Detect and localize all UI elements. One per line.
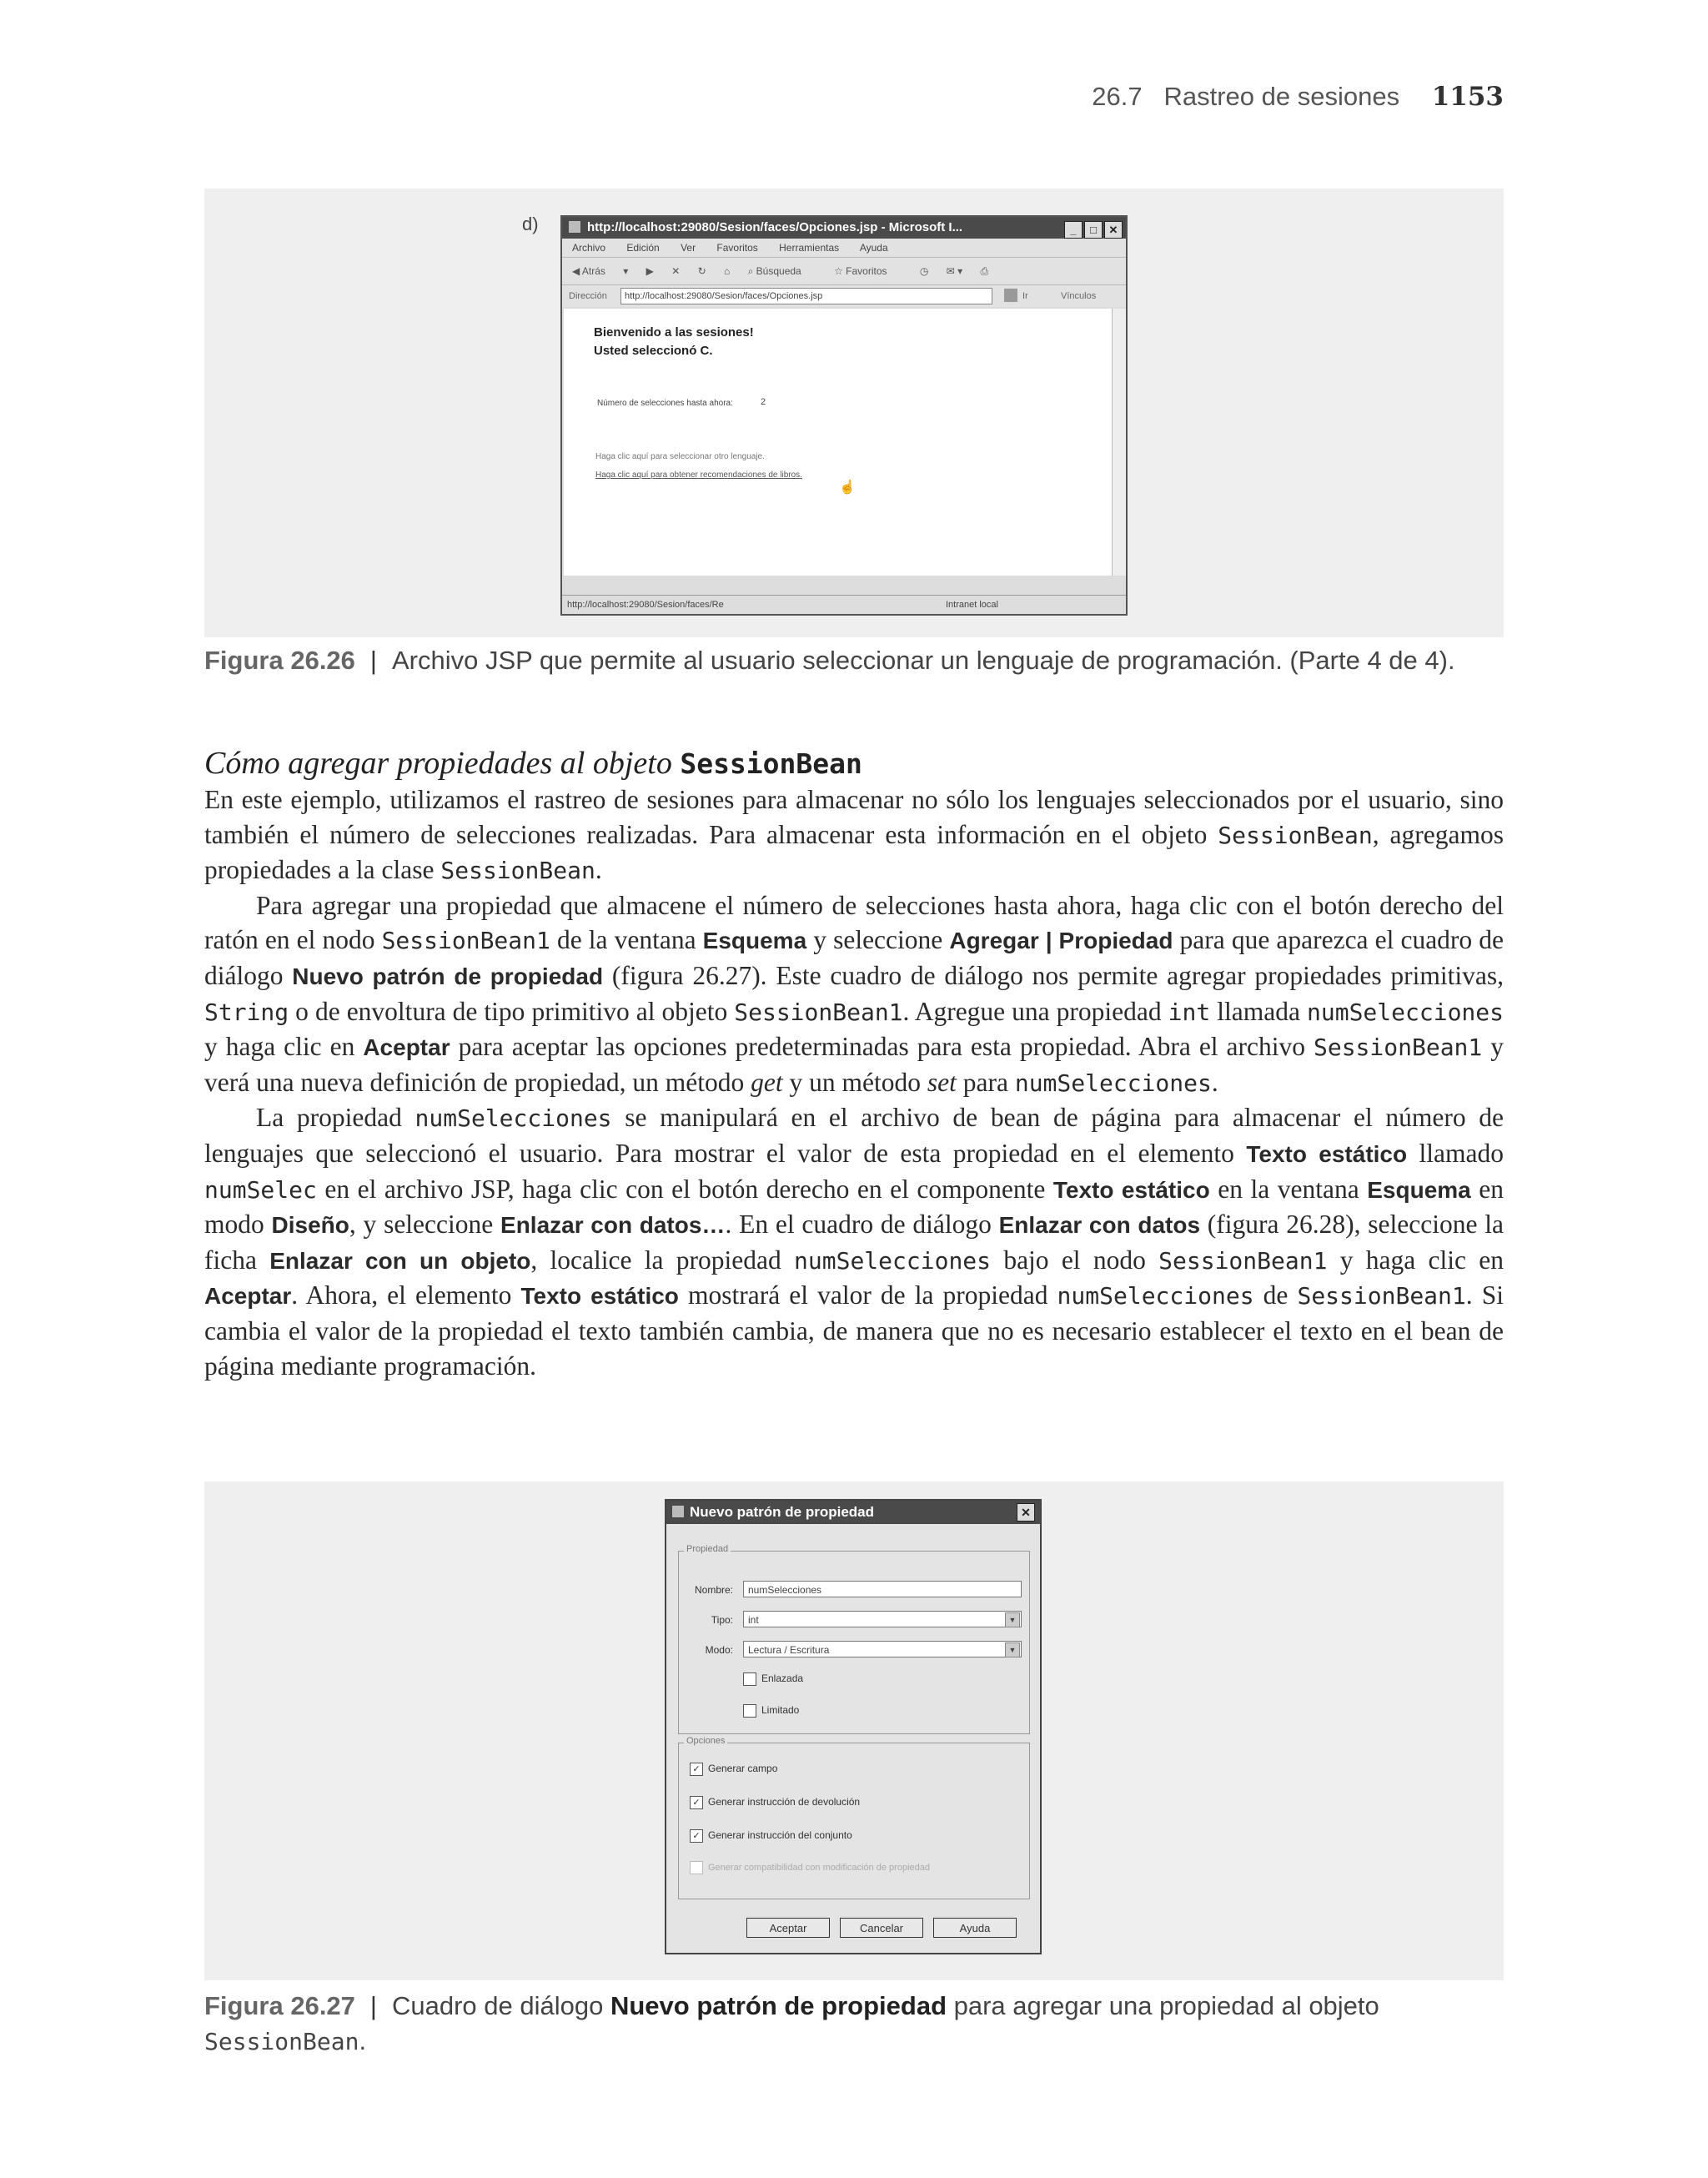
back-button[interactable]: ◀ Atrás ▾ [572,265,629,277]
search-button[interactable]: ⌕ Búsqueda [747,265,801,277]
caption-separator: | [369,646,377,675]
type-label: Tipo: [711,1614,733,1626]
mode-label: Modo: [705,1644,733,1656]
browser-content [564,309,1114,576]
menu-edicion[interactable]: Edición [626,242,660,254]
generate-field-checkbox[interactable]: ✓ Generar campo [690,1763,777,1776]
go-label[interactable]: Ir [1022,291,1028,301]
paragraph-1: En este ejemplo, utilizamos el rastreo de sesiones para almacenar no sólo los lenguajes seleccionados por el usuario, sino también el número de selecciones realizadas. Para almacenar esta información en el objeto SessionBean, agregamos propiedades a la clase SessionBean. [204,785,1504,885]
forward-icon[interactable]: ▶ [646,265,654,277]
menu-favoritos[interactable]: Favoritos [716,242,758,254]
checkmark-icon[interactable]: ✓ [690,1829,703,1843]
checkmark-icon[interactable]: ✓ [690,1796,703,1809]
type-select[interactable]: int ▼ [743,1611,1022,1627]
minimize-button[interactable]: _ [1064,221,1083,239]
browser-toolbar [562,257,1126,284]
close-button[interactable]: ✕ [1104,221,1123,239]
paragraph-3: La propiedad numSelecciones se manipulará en el archivo de bean de página para almacenar el número de lenguajes que seleccionó el usuario. Para mostrar el valor de esta propiedad en el elemento Texto estático llamado numSelec en el archivo JSP, haga clic con el botón derecho en el componente Texto estático en la ventana Esquema en modo Diseño, y seleccione Enlazar con datos…. En el cuadro de diálogo Enlazar con datos (figura 26.28), seleccione la ficha Enlazar con un objeto, localice la propiedad numSelecciones bajo el nodo SessionBean1 y haga clic en Aceptar. Ahora, el elemento Texto estático mostrará el valor de la propiedad numSelecciones de SessionBean1. Si cambia el valor de la propiedad el texto también cambia, de manera que no es necesario establecer el texto en el bean de página mediante programación. [204,1103,1504,1381]
print-icon[interactable]: ⎙ [980,265,989,277]
dialog-titlebar [666,1501,1040,1524]
cancel-button[interactable]: Cancelar [840,1918,923,1938]
mail-icon[interactable]: ✉ ▾ [946,265,963,277]
history-icon[interactable]: ◷ [919,265,929,277]
panel-label: d) [522,214,539,234]
caption-code: SessionBean [204,2028,359,2055]
section-heading: Cómo agregar propiedades al objeto SessionBean [204,746,862,781]
menu-archivo[interactable]: Archivo [572,242,606,254]
count-value: 2 [761,397,766,407]
caption-separator: | [369,1991,377,2020]
name-label: Nombre: [694,1584,733,1596]
chevron-down-icon[interactable]: ▼ [1005,1612,1020,1627]
hand-cursor-icon: ☝ [839,480,856,495]
browser-statusbar [562,595,1126,614]
favorites-button[interactable]: ☆ Favoritos [834,265,887,277]
count-label: Número de selecciones hasta ahora: [597,399,733,408]
browser-screenshot [560,215,1128,616]
bound-checkbox[interactable]: Enlazada [743,1672,803,1686]
home-icon[interactable]: ⌂ [724,265,731,277]
figure-label: Figura 26.27 [204,1991,355,2020]
page-number: 1153 [1431,82,1504,112]
link-book-recommendations[interactable]: Haga clic aquí para obtener recomendaciones de libros. [595,470,802,480]
status-zone: Intranet local [946,600,998,610]
refresh-icon[interactable]: ↻ [697,265,706,277]
stop-icon[interactable]: ✕ [671,265,681,277]
dialog-app-icon [672,1506,684,1517]
name-input[interactable]: numSelecciones [743,1581,1022,1597]
property-group-legend: Propiedad [684,1544,731,1554]
browser-titlebar [562,217,1126,239]
mode-select[interactable]: Lectura / Escritura ▼ [743,1641,1022,1657]
maximize-button[interactable]: □ [1084,221,1103,239]
checkbox-icon[interactable] [743,1704,756,1718]
address-label: Dirección [569,291,607,301]
selection-text: Usted seleccionó C. [594,344,713,358]
go-icon[interactable] [1004,289,1017,302]
section-header-title: Rastreo de sesiones [1163,82,1400,111]
new-property-dialog [665,1499,1042,1954]
ok-button[interactable]: Aceptar [746,1918,830,1938]
figure-26-26-caption [204,646,1455,676]
checkbox-icon [690,1861,703,1874]
menu-herramientas[interactable]: Herramientas [779,242,840,254]
chevron-down-icon[interactable]: ▼ [1005,1642,1020,1657]
browser-window-title: http://localhost:29080/Sesion/faces/Opciones.jsp - Microsoft I... [587,220,963,234]
dialog-close-button[interactable]: ✕ [1017,1503,1035,1522]
vertical-scrollbar[interactable] [1112,309,1126,576]
generate-compat-checkbox: Generar compatibilidad con modificación de propiedad [690,1861,930,1874]
running-header [1092,82,1504,112]
greeting-text: Bienvenido a las sesiones! [594,325,754,340]
ie-logo-icon [569,221,580,233]
body-text [204,782,1504,1383]
generate-return-checkbox[interactable]: ✓ Generar instrucción de devolución [690,1796,860,1809]
help-button[interactable]: Ayuda [933,1918,1017,1938]
address-bar [562,284,1126,307]
figure-26-27-caption: Figura 26.27 | Cuadro de diálogo Nuevo patrón de propiedad para agregar una propiedad al objeto SessionBean. [204,1991,1379,2055]
section-number: 26.7 [1092,82,1143,111]
section-heading-code: SessionBean [680,747,862,780]
checkbox-icon[interactable] [743,1672,756,1686]
address-input[interactable]: http://localhost:29080/Sesion/faces/Opciones.jsp [620,288,992,304]
checkmark-icon[interactable]: ✓ [690,1763,703,1776]
figure-label: Figura 26.26 [204,646,355,675]
menu-ayuda[interactable]: Ayuda [859,242,888,254]
menu-ver[interactable]: Ver [681,242,696,254]
caption-text: Archivo JSP que permite al usuario seleccionar un lenguaje de programación. (Parte 4 de 4). [391,646,1455,675]
link-other-language[interactable]: Haga clic aquí para seleccionar otro lenguaje. [595,452,765,461]
generate-set-checkbox[interactable]: ✓ Generar instrucción del conjunto [690,1829,852,1843]
constrained-checkbox[interactable]: Limitado [743,1704,799,1718]
paragraph-2: Para agregar una propiedad que almacene el número de selecciones hasta ahora, haga clic con el botón derecho del ratón en el nodo SessionBean1 de la ventana Esquema y seleccione Agregar | Propiedad para que aparezca el cuadro de diálogo Nuevo patrón de propiedad (figura 26.27). Este cuadro de diálogo nos permite agregar propiedades primitivas, String o de envoltura de tipo primitivo al objeto SessionBean1. Agregue una propiedad int llamada numSelecciones y haga clic en Aceptar para aceptar las opciones predeterminadas para esta propiedad. Abra el archivo SessionBean1 y verá una nueva definición de propiedad, un método get y un método set para numSelecciones. [204,890,1505,1097]
browser-menubar [562,239,1126,257]
dialog-title: Nuevo patrón de propiedad [690,1504,875,1520]
links-label[interactable]: Vínculos [1061,291,1097,301]
options-group-legend: Opciones [684,1736,727,1746]
status-url: http://localhost:29080/Sesion/faces/Re [567,600,724,610]
